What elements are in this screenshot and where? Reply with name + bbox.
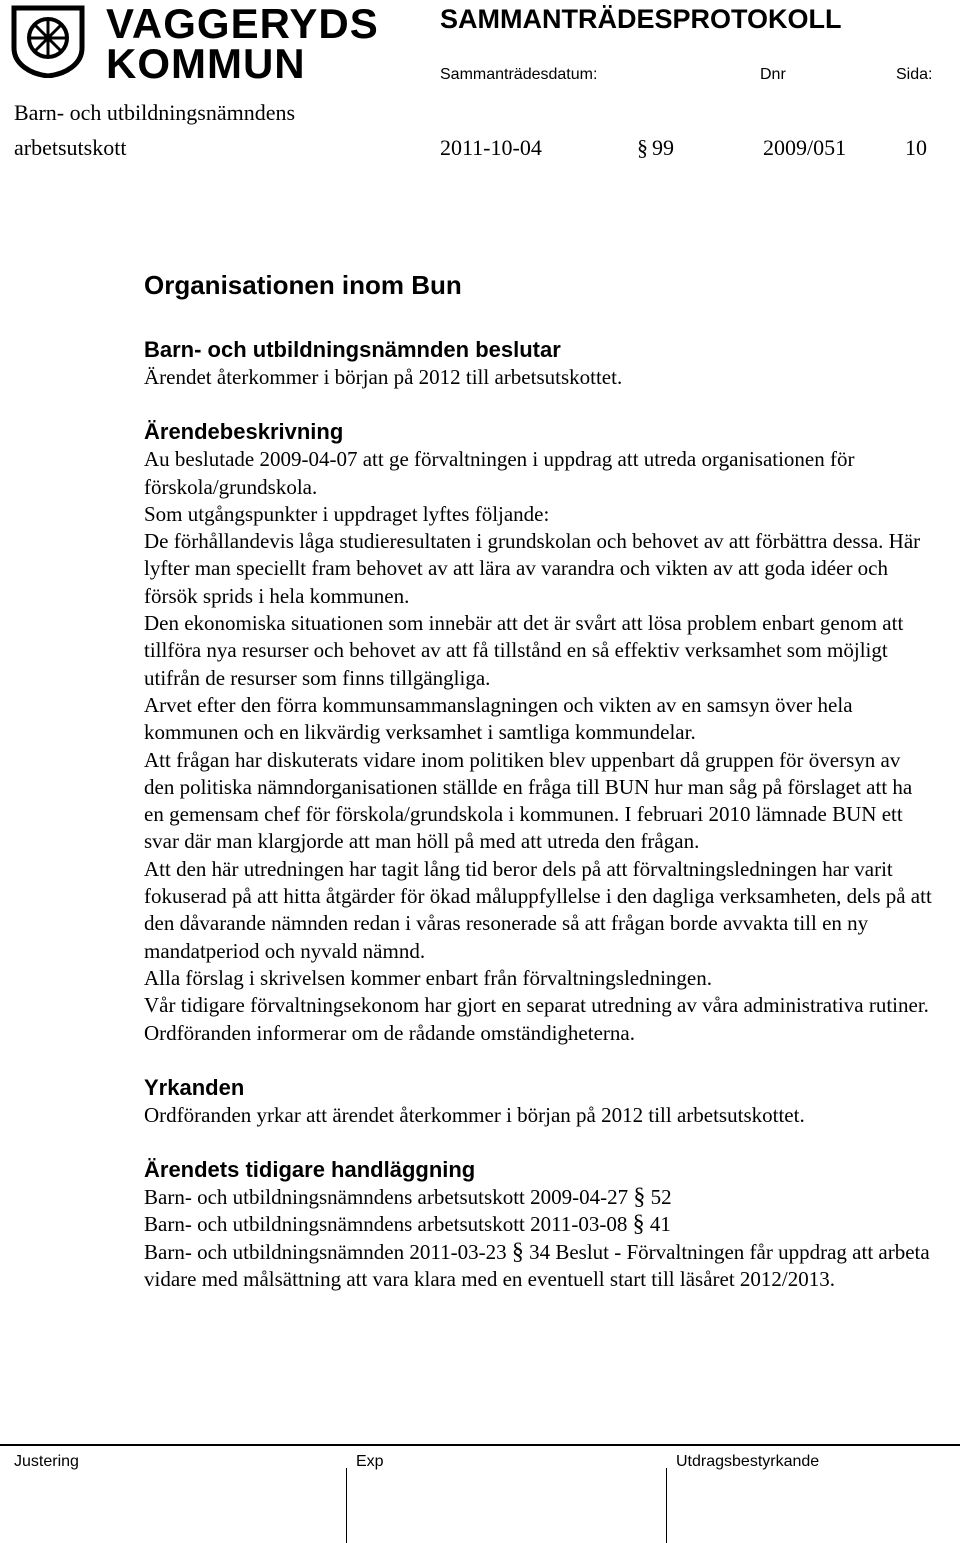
case-title: Organisationen inom Bun	[144, 270, 462, 300]
history-heading: Ärendets tidigare handläggning	[144, 1157, 476, 1183]
logo-wordmark	[106, 0, 379, 87]
exp-label: Exp	[356, 1453, 384, 1470]
description-paragraph: Som utgångspunkter i uppdraget lyftes följande:	[144, 501, 550, 526]
crest-icon	[10, 4, 86, 78]
description-paragraph: Vår tidigare förvaltningsekonom har gjort en separat utredning av våra administrativa rutiner.	[144, 993, 929, 1018]
document-body	[144, 268, 934, 1293]
footer-divider	[0, 1444, 960, 1446]
description-paragraph: Den ekonomiska situationen som innebär att det är svårt att lösa problem enbart genom att tillföra nya resurser och behovet av att få tillstånd en så effektiv verksamhet som möjligt utifrån de resurser som finns tillgängliga.	[144, 611, 904, 690]
committee-name-line-2: arbetsutskott	[14, 135, 127, 160]
history-item: Barn- och utbildningsnämndens arbetsutskott 2011-03-08 § 41	[144, 1211, 671, 1238]
description-paragraph: Au beslutade 2009-04-07 att ge förvaltningen i uppdrag att utreda organisationen för förskola/grundskola.	[144, 447, 855, 499]
description-paragraph: Arvet efter den förra kommunsammanslagningen och vikten av en samsyn över hela kommunen och en likvärdig verksamhet i samtliga kommundelar.	[144, 692, 853, 745]
section-mark: §	[632, 1211, 645, 1238]
history-item: Barn- och utbildningsnämndens arbetsutskott 2009-04-27 § 52	[144, 1184, 672, 1211]
dnr-value: 2009/051	[763, 135, 847, 160]
description-paragraph: Alla förslag i skrivelsen kommer enbart från förvaltningsledningen.	[144, 965, 713, 990]
section-mark: §	[511, 1238, 524, 1265]
logo-line-1: VAGGERYDS	[106, 0, 379, 47]
document-title: SAMMANTRÄDESPROTOKOLL	[440, 4, 842, 34]
decision-text: Ärendet återkommer i början på 2012 till arbetsutskottet.	[144, 365, 623, 389]
section-mark: §	[637, 135, 648, 160]
history-item: Barn- och utbildningsnämnden 2011-03-23 § 34 Beslut - Förvaltningen får uppdrag att arbeta vidare med målsättning att vara klara med en eventuell start till läsåret 2012/2013.	[144, 1238, 930, 1292]
dnr-label: Dnr	[760, 66, 786, 83]
description-paragraph: Att frågan har diskuterats vidare inom politiken blev uppenbart då gruppen för översyn av den politiska nämndorganisationen ställde en fråga till BUN hur man såg på förslaget att ha en gemensam chef för förskola/grundskola i kommunen. I februari 2010 lämnade BUN ett svar där man klargjorde att man höll på med att utreda den frågan.	[144, 747, 913, 854]
section-number: 99	[652, 135, 674, 160]
description-paragraph: Att den här utredningen har tagit lång tid beror dels på att förvaltningsledningen har varit fokuserad på att hitta åtgärder för ökad måluppfyllelse i den dagliga verksamheten, dels på att den dåvarande nämnden redan i våras resonerade så att frågan borde avvakta till en ny mandatperiod och nyvald nämnd.	[144, 856, 932, 963]
justering-label: Justering	[14, 1453, 79, 1470]
motion-text: Ordföranden yrkar att ärendet återkommer i början på 2012 till arbetsutskottet.	[144, 1102, 805, 1127]
meeting-date-label: Sammanträdesdatum:	[440, 66, 598, 83]
description-paragraph: Ordföranden informerar om de rådande omständigheterna.	[144, 1020, 635, 1045]
motion-heading: Yrkanden	[144, 1074, 245, 1100]
committee-name-line-1: Barn- och utbildningsnämndens	[14, 100, 296, 125]
municipality-logo	[10, 0, 379, 87]
utdragsbestyrkande-label: Utdragsbestyrkande	[676, 1453, 820, 1470]
logo-line-2: KOMMUN	[106, 40, 306, 87]
section-mark: §	[633, 1184, 646, 1211]
page-label: Sida:	[896, 66, 933, 83]
meeting-date: 2011-10-04	[440, 135, 542, 160]
signature-box-divider	[666, 1468, 667, 1543]
decision-heading: Barn- och utbildningsnämnden beslutar	[144, 337, 561, 362]
description-paragraph: De förhållandevis låga studieresultaten i grundskolan och behovet av att förbättra dessa. Här lyfter man speciellt fram behovet av att lära av varandra och vikten av att goda idéer och försök sprids i hela kommunen.	[144, 529, 921, 608]
signature-box-divider	[346, 1468, 347, 1543]
description-heading: Ärendebeskrivning	[144, 419, 344, 445]
page-number: 10	[905, 135, 927, 160]
